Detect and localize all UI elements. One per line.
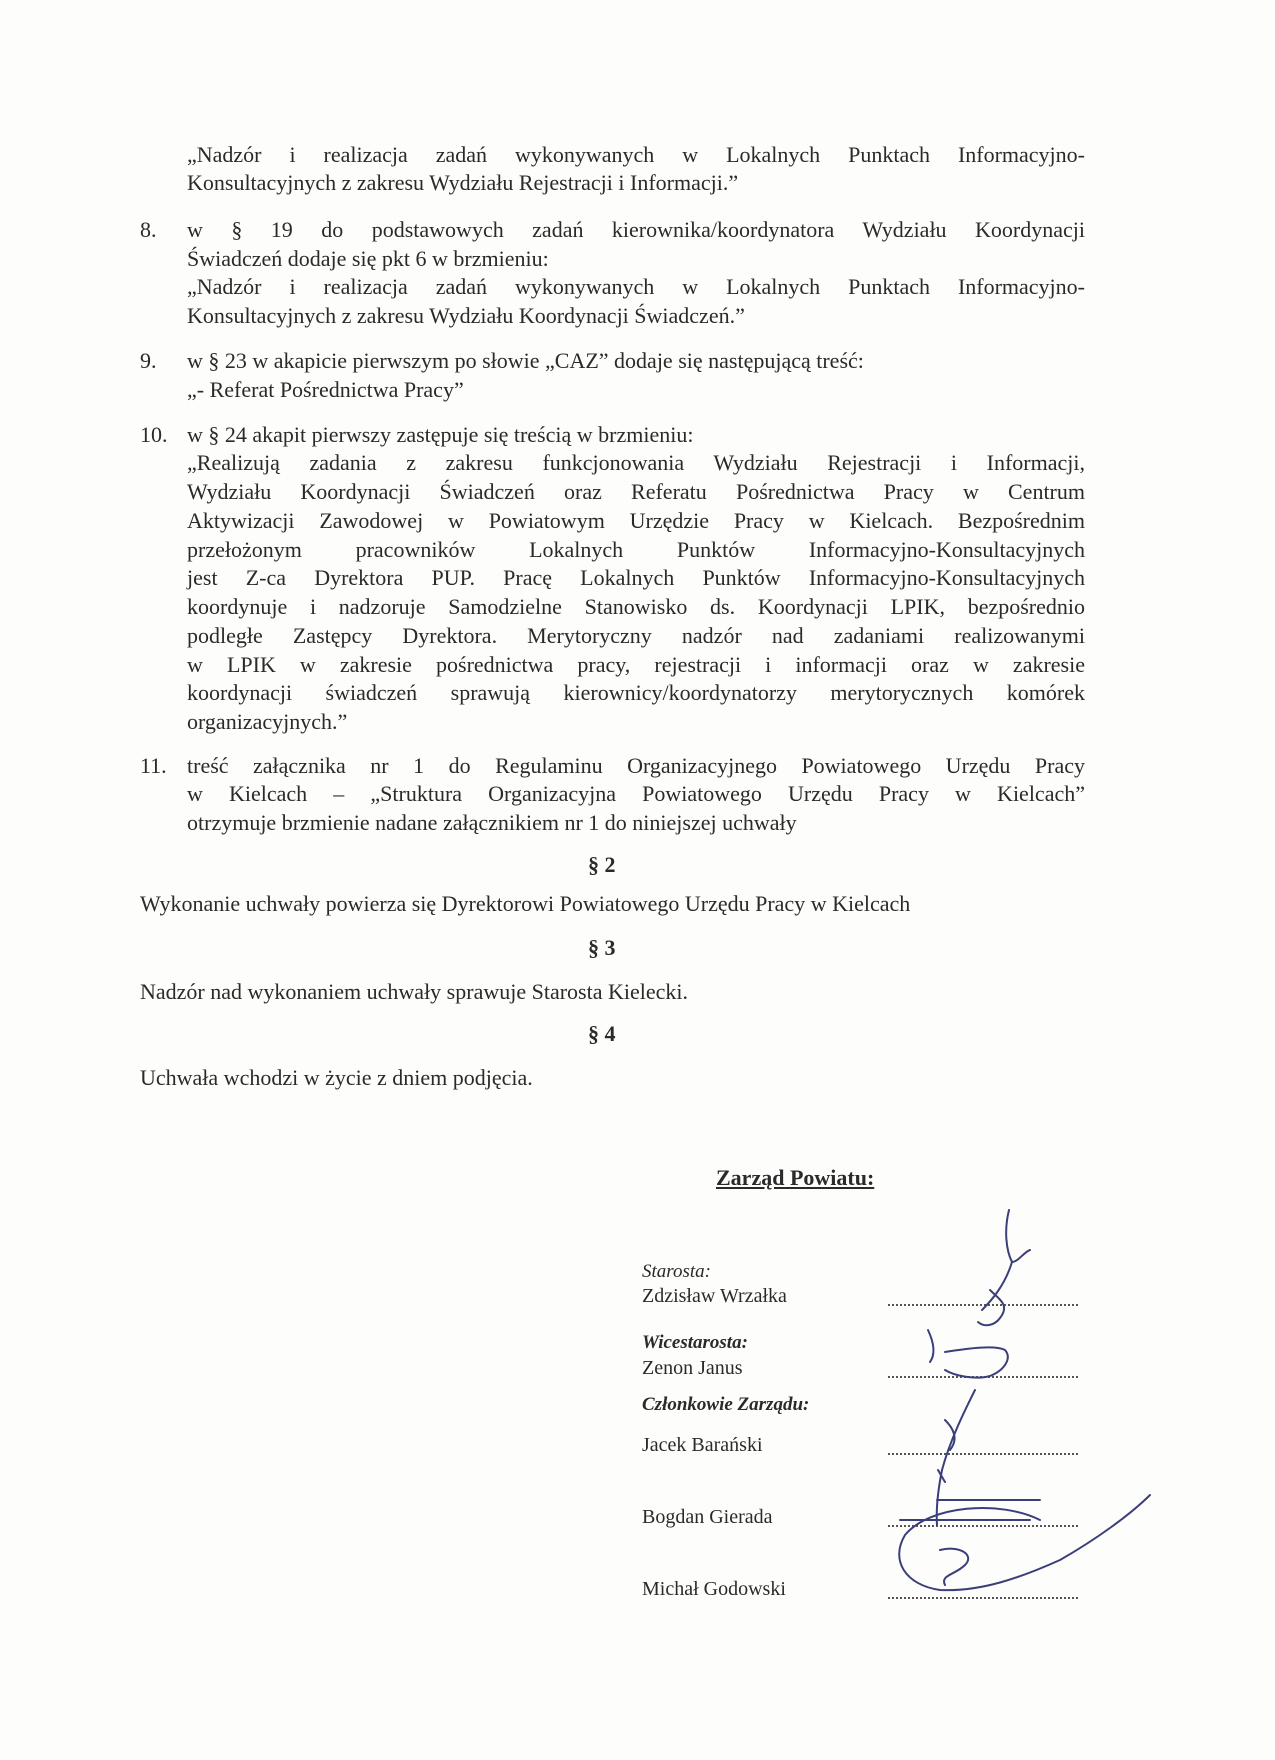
section-text: Wykonanie uchwały powierza się Dyrektorowi Powiatowego Urzędu Pracy w Kielcach [140, 891, 911, 916]
signature-member-3 [899, 1495, 1150, 1590]
item-text: w § 23 w akapicie pierwszym po słowie „CAZ” dodaje się następującą treść: [187, 348, 864, 373]
item-number: 9. [140, 348, 157, 373]
signature-line [888, 1452, 1078, 1455]
member-name: Zenon Janus [642, 1357, 743, 1379]
board-title: Zarząd Powiatu: [716, 1165, 875, 1190]
section-heading: § 3 [588, 935, 616, 960]
member-name: Michał Godowski [642, 1578, 786, 1600]
section-text: Nadzór nad wykonaniem uchwały sprawuje Starosta Kielecki. [140, 979, 688, 1004]
item-text: przełożonym pracowników Lokalnych Punktów Informacyjno-Konsultacyjnych [187, 537, 1085, 562]
member-name: Jacek Barański [642, 1434, 763, 1456]
item-text: Wydziału Koordynacji Świadczeń oraz Referatu Pośrednictwa Pracy w Centrum [187, 479, 1085, 504]
signature-member-2 [900, 1500, 1040, 1520]
item-text: koordynuje i nadzoruje Samodzielne Stanowisko ds. Koordynacji LPIK, bezpośrednio [187, 594, 1085, 619]
item-text: „- Referat Pośrednictwa Pracy” [187, 377, 464, 402]
item-text: Świadczeń dodaje się pkt 6 w brzmieniu: [187, 246, 549, 271]
signature-starosta [978, 1210, 1030, 1325]
section-heading: § 4 [588, 1021, 616, 1046]
item-number: 8. [140, 217, 157, 242]
item-text: w § 19 do podstawowych zadań kierownika/koordynatora Wydziału Koordynacji [187, 217, 1085, 242]
signature-member-1 [937, 1390, 975, 1525]
item-text: koordynacji świadczeń sprawują kierownicy/koordynatorzy merytorycznych komórek [187, 680, 1085, 705]
item-text: treść załącznika nr 1 do Regulaminu Organizacyjnego Powiatowego Urzędu Pracy [187, 753, 1085, 778]
signature-line [888, 1303, 1078, 1306]
item-text: Konsultacyjnych z zakresu Wydziału Koordynacji Świadczeń.” [187, 303, 745, 328]
item-text: „Nadzór i realizacja zadań wykonywanych w Lokalnych Punktach Informacyjno- [187, 274, 1085, 299]
item-text: Aktywizacji Zawodowej w Powiatowym Urzędzie Pracy w Kielcach. Bezpośrednim [187, 508, 1085, 533]
role-label: Starosta: [642, 1261, 711, 1282]
signature-wicestarosta [928, 1330, 1008, 1378]
item-text: organizacyjnych.” [187, 709, 348, 734]
item-number: 11. [140, 753, 167, 778]
item-number: 10. [140, 422, 168, 447]
member-name: Bogdan Gierada [642, 1506, 773, 1528]
item-text: „Realizują zadania z zakresu funkcjonowania Wydziału Rejestracji i Informacji, [187, 450, 1085, 475]
item-text: podległe Zastępcy Dyrektora. Merytoryczny nadzór nad zadaniami realizowanymi [187, 623, 1085, 648]
item-text: w LPIK w zakresie pośrednictwa pracy, rejestracji i informacji oraz w zakresie [187, 652, 1085, 677]
signature-line [888, 1524, 1078, 1527]
member-name: Zdzisław Wrzałka [642, 1285, 787, 1307]
intro-line: Konsultacyjnych z zakresu Wydziału Rejestracji i Informacji.” [187, 170, 739, 195]
role-label: Członkowie Zarządu: [642, 1394, 810, 1415]
intro-line: „Nadzór i realizacja zadań wykonywanych w Lokalnych Punktach Informacyjno- [187, 142, 1085, 167]
item-text: w § 24 akapit pierwszy zastępuje się treścią w brzmieniu: [187, 422, 694, 447]
item-text: w Kielcach – „Struktura Organizacyjna Powiatowego Urzędu Pracy w Kielcach” [187, 781, 1085, 806]
section-heading: § 2 [588, 852, 616, 877]
section-text: Uchwała wchodzi w życie z dniem podjęcia. [140, 1065, 533, 1090]
item-text: jest Z-ca Dyrektora PUP. Pracę Lokalnych Punktów Informacyjno-Konsultacyjnych [187, 565, 1085, 590]
item-text: otrzymuje brzmienie nadane załącznikiem nr 1 do niniejszej uchwały [187, 810, 797, 835]
role-label: Wicestarosta: [642, 1332, 748, 1353]
signature-line [888, 1375, 1078, 1378]
signature-line [888, 1596, 1078, 1599]
